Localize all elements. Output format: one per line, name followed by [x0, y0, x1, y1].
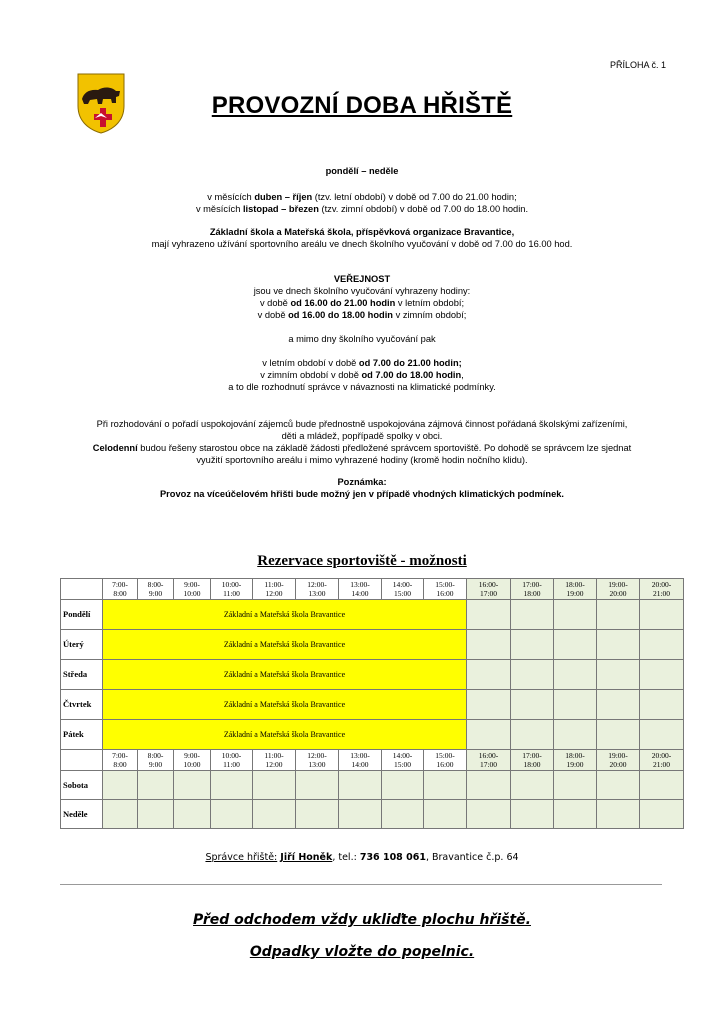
priority-line: Při rozhodování o pořadí uspokojování zájemců bude přednostně uspokojována zájmová činnost pořádaná školskými zařízeními,: [96, 419, 628, 429]
weekday-row: [61, 630, 684, 660]
slot-start: 19:00-: [608, 580, 628, 589]
weekday-row: [61, 690, 684, 720]
day-label: Sobota: [61, 771, 103, 800]
free-slot-cell[interactable]: [103, 771, 138, 800]
free-slot-cell[interactable]: [640, 600, 684, 630]
slot-end: 20:00: [609, 589, 627, 598]
slot-end: 20:00: [609, 760, 627, 769]
time-slot-header: [424, 579, 467, 600]
slot-start: 19:00-: [608, 751, 628, 760]
priority-line: děti a mládež, popřípadě spolky v obci.: [281, 431, 443, 441]
free-slot-cell[interactable]: [511, 800, 554, 829]
admin-tel-label: , tel.:: [332, 852, 360, 863]
winter-hours-line: v měsících listopad – březen (tzv. zimní období) v době od 7.00 do 18.00 hodin.: [195, 204, 529, 214]
slot-end: 21:00: [652, 589, 671, 598]
free-slot-cell[interactable]: [640, 630, 684, 660]
admin-label: Správce hřiště:: [205, 852, 278, 863]
free-slot-cell[interactable]: [640, 720, 684, 750]
slot-start: 18:00-: [565, 580, 585, 589]
weekday-row: [61, 720, 684, 750]
free-slot-cell[interactable]: [511, 660, 554, 690]
free-slot-cell[interactable]: [554, 771, 597, 800]
trash-notice: Odpadky vložte do popelnic.: [249, 944, 475, 960]
slot-start: 20:00-: [651, 580, 672, 589]
time-slot-header: [296, 750, 339, 771]
time-slot-header: [554, 750, 597, 771]
school-reserved-cell: Základní a Mateřská škola Bravantice: [103, 600, 467, 630]
day-label: Úterý: [61, 630, 103, 660]
free-slot-cell[interactable]: [467, 630, 511, 660]
slot-start: 14:00-: [392, 580, 413, 589]
time-slot-header: [138, 750, 174, 771]
slot-start: 12:00-: [307, 751, 327, 760]
slot-end: 16:00: [436, 589, 454, 598]
free-slot-cell[interactable]: [640, 690, 684, 720]
admin-name: Jiří Honěk: [280, 852, 333, 863]
slot-start: 15:00-: [435, 580, 455, 589]
slot-start: 8:00-: [147, 580, 164, 589]
slot-end: 10:00: [183, 760, 201, 769]
free-slot-cell[interactable]: [296, 771, 339, 800]
free-slot-cell[interactable]: [253, 800, 296, 829]
slot-end: 17:00: [479, 760, 498, 769]
time-slot-header: [103, 579, 138, 600]
note: [0, 476, 724, 500]
free-slot-cell[interactable]: [511, 600, 554, 630]
free-slot-cell[interactable]: [640, 771, 684, 800]
free-slot-cell[interactable]: [597, 720, 640, 750]
time-slot-header: [467, 750, 511, 771]
free-slot-cell[interactable]: [597, 690, 640, 720]
time-slot-header: [554, 579, 597, 600]
slot-start: 13:00-: [350, 751, 370, 760]
slot-end: 14:00: [351, 589, 369, 598]
free-slot-cell[interactable]: [339, 771, 382, 800]
non-school-hours: [0, 357, 724, 393]
time-slot-header: [382, 750, 424, 771]
slot-end: 13:00: [308, 589, 326, 598]
free-slot-cell[interactable]: [640, 660, 684, 690]
public-heading: VEŘEJNOST: [333, 274, 391, 284]
slot-start: 10:00-: [221, 580, 242, 589]
public-line: jsou ve dnech školního vyučování vyhrazeny hodiny:: [253, 286, 471, 296]
free-slot-cell[interactable]: [597, 800, 640, 829]
corner-cell: [61, 579, 103, 600]
free-slot-cell[interactable]: [296, 800, 339, 829]
free-slot-cell[interactable]: [511, 720, 554, 750]
time-slot-header: [339, 750, 382, 771]
day-label: Pondělí: [61, 600, 103, 630]
free-slot-cell[interactable]: [382, 771, 424, 800]
free-slot-cell[interactable]: [467, 600, 511, 630]
time-header-row: [61, 579, 684, 600]
free-slot-cell[interactable]: [467, 690, 511, 720]
slot-start: 17:00-: [522, 751, 542, 760]
time-slot-header: [640, 579, 684, 600]
slot-end: 9:00: [148, 589, 163, 598]
time-slot-header: [296, 579, 339, 600]
public-line: a to dle rozhodnutí správce v návaznosti na klimatické podmínky.: [228, 382, 496, 392]
priority-line: Celodenní budou řešeny starostou obce na základě žádosti předložené správcem sportoviště. Po dohodě se správcem lze sjednat: [92, 443, 632, 453]
slot-start: 9:00-: [184, 751, 200, 760]
school-reserved-cell: Základní a Mateřská škola Bravantice: [103, 720, 467, 750]
annex-label: PŘÍLOHA č. 1: [609, 60, 666, 70]
weekend-row: [61, 771, 684, 800]
time-slot-header: [597, 579, 640, 600]
public-line: v době od 16.00 do 21.00 hodin v letním období;: [259, 298, 465, 308]
free-slot-cell[interactable]: [554, 690, 597, 720]
time-slot-header: [382, 579, 424, 600]
time-slot-header: [467, 579, 511, 600]
slot-end: 17:00: [479, 589, 498, 598]
time-slot-header: [211, 579, 253, 600]
slot-start: 13:00-: [350, 580, 370, 589]
free-slot-cell[interactable]: [211, 771, 253, 800]
free-slot-cell[interactable]: [511, 771, 554, 800]
free-slot-cell[interactable]: [138, 800, 174, 829]
school-reserved-cell: Základní a Mateřská škola Bravantice: [103, 630, 467, 660]
days-heading: pondělí – neděle: [325, 166, 399, 176]
priority-line: využití sportovního areálu i mimo vyhrazené hodiny (kromě hodin nočního klidu).: [196, 455, 528, 465]
school-reserved-cell: Základní a Mateřská škola Bravantice: [103, 690, 467, 720]
weekday-row: [61, 660, 684, 690]
free-slot-cell[interactable]: [424, 771, 467, 800]
slot-end: 13:00: [308, 760, 326, 769]
free-slot-cell[interactable]: [424, 800, 467, 829]
time-slot-header: [174, 579, 211, 600]
slot-start: 18:00-: [565, 751, 585, 760]
page-title: PROVOZNÍ DOBA HŘIŠTĚ: [211, 92, 513, 119]
slot-start: 16:00-: [478, 580, 499, 589]
free-slot-cell[interactable]: [554, 600, 597, 630]
slot-end: 14:00: [351, 760, 369, 769]
free-slot-cell[interactable]: [511, 690, 554, 720]
slot-end: 15:00: [393, 760, 412, 769]
free-slot-cell[interactable]: [597, 771, 640, 800]
slot-start: 8:00-: [147, 751, 164, 760]
time-slot-header: [640, 750, 684, 771]
free-slot-cell[interactable]: [211, 800, 253, 829]
reservation-table: [60, 578, 684, 829]
free-slot-cell[interactable]: [597, 630, 640, 660]
time-slot-header: [597, 750, 640, 771]
slot-start: 11:00-: [264, 751, 284, 760]
slot-start: 14:00-: [392, 751, 413, 760]
day-label: Pátek: [61, 720, 103, 750]
slot-start: 20:00-: [651, 751, 672, 760]
free-slot-cell[interactable]: [174, 800, 211, 829]
slot-start: 16:00-: [478, 751, 499, 760]
free-slot-cell[interactable]: [382, 800, 424, 829]
weekday-row: [61, 600, 684, 630]
schedule-title: Rezervace sportoviště - možnosti: [257, 553, 467, 569]
free-slot-cell[interactable]: [640, 800, 684, 829]
public-line: v letním období v době od 7.00 do 21.00 hodin;: [262, 358, 462, 368]
slot-start: 12:00-: [307, 580, 327, 589]
time-slot-header: [511, 579, 554, 600]
free-slot-cell[interactable]: [174, 771, 211, 800]
day-label: Neděle: [61, 800, 103, 829]
slot-end: 8:00: [113, 760, 127, 769]
free-slot-cell[interactable]: [554, 800, 597, 829]
time-slot-header: [253, 750, 296, 771]
slot-end: 12:00: [265, 760, 283, 769]
slot-start: 17:00-: [522, 580, 542, 589]
school-reservation: [0, 226, 724, 250]
slot-end: 10:00: [183, 589, 201, 598]
slot-end: 15:00: [393, 589, 412, 598]
free-slot-cell[interactable]: [597, 600, 640, 630]
slot-end: 11:00: [223, 760, 240, 769]
time-slot-header: [511, 750, 554, 771]
time-slot-header: [103, 750, 138, 771]
admin-address: , Bravantice č.p. 64: [425, 852, 519, 863]
season-hours: [0, 191, 724, 215]
free-slot-cell[interactable]: [467, 720, 511, 750]
free-slot-cell[interactable]: [597, 660, 640, 690]
free-slot-cell[interactable]: [554, 630, 597, 660]
weekend-row: [61, 800, 684, 829]
slot-end: 18:00: [523, 589, 541, 598]
slot-end: 21:00: [652, 760, 671, 769]
admin-phone: 736 108 061: [359, 852, 426, 863]
non-school-days-line: a mimo dny školního vyučování pak: [288, 334, 436, 344]
note-heading: Poznámka:: [337, 477, 387, 487]
free-slot-cell[interactable]: [554, 660, 597, 690]
time-slot-header: [138, 579, 174, 600]
public-line: v době od 16.00 do 18.00 hodin v zimním období;: [257, 310, 467, 320]
free-slot-cell[interactable]: [511, 630, 554, 660]
public-line: v zimním období v době od 7.00 do 18.00 hodin,: [260, 370, 464, 380]
slot-end: 12:00: [265, 589, 283, 598]
cleanup-notice: Před odchodem vždy ukliďte plochu hřiště.: [193, 912, 531, 928]
note-text: Provoz na víceúčelovém hřišti bude možný jen v případě vhodných klimatických podmínek.: [159, 489, 564, 499]
slot-end: 11:00: [223, 589, 240, 598]
time-slot-header: [424, 750, 467, 771]
free-slot-cell[interactable]: [339, 800, 382, 829]
slot-start: 9:00-: [184, 580, 200, 589]
free-slot-cell[interactable]: [103, 800, 138, 829]
slot-end: 19:00: [566, 760, 584, 769]
free-slot-cell[interactable]: [554, 720, 597, 750]
slot-end: 16:00: [436, 760, 454, 769]
free-slot-cell[interactable]: [467, 771, 511, 800]
free-slot-cell[interactable]: [138, 771, 174, 800]
slot-start: 7:00-: [112, 751, 128, 760]
time-slot-header: [253, 579, 296, 600]
public-hours: [0, 273, 724, 321]
school-name: Základní škola a Mateřská škola, příspěvková organizace Bravantice,: [209, 227, 515, 237]
school-reserved-cell: Základní a Mateřská škola Bravantice: [103, 660, 467, 690]
free-slot-cell[interactable]: [467, 660, 511, 690]
time-slot-header: [211, 750, 253, 771]
slot-start: 7:00-: [112, 580, 128, 589]
school-hours: mají vyhrazeno užívání sportovního areálu ve dnech školního vyučování v době od 7.00 do 16.00 hod.: [151, 239, 573, 249]
slot-start: 15:00-: [435, 751, 455, 760]
time-slot-header: [174, 750, 211, 771]
summer-hours-line: v měsících duben – říjen (tzv. letní období) v době od 7.00 do 21.00 hodin;: [207, 192, 517, 202]
priority-rules: [0, 418, 724, 466]
free-slot-cell[interactable]: [467, 800, 511, 829]
slot-start: 10:00-: [221, 751, 242, 760]
day-label: Čtvrtek: [61, 690, 103, 720]
day-label: Středa: [61, 660, 103, 690]
free-slot-cell[interactable]: [253, 771, 296, 800]
slot-end: 9:00: [148, 760, 163, 769]
administrator-line: [0, 852, 724, 863]
divider: [60, 884, 662, 885]
time-slot-header: [339, 579, 382, 600]
time-header-row: [61, 750, 684, 771]
slot-end: 18:00: [523, 760, 541, 769]
corner-cell: [61, 750, 103, 771]
slot-end: 8:00: [113, 589, 127, 598]
slot-start: 11:00-: [264, 580, 284, 589]
slot-end: 19:00: [566, 589, 584, 598]
